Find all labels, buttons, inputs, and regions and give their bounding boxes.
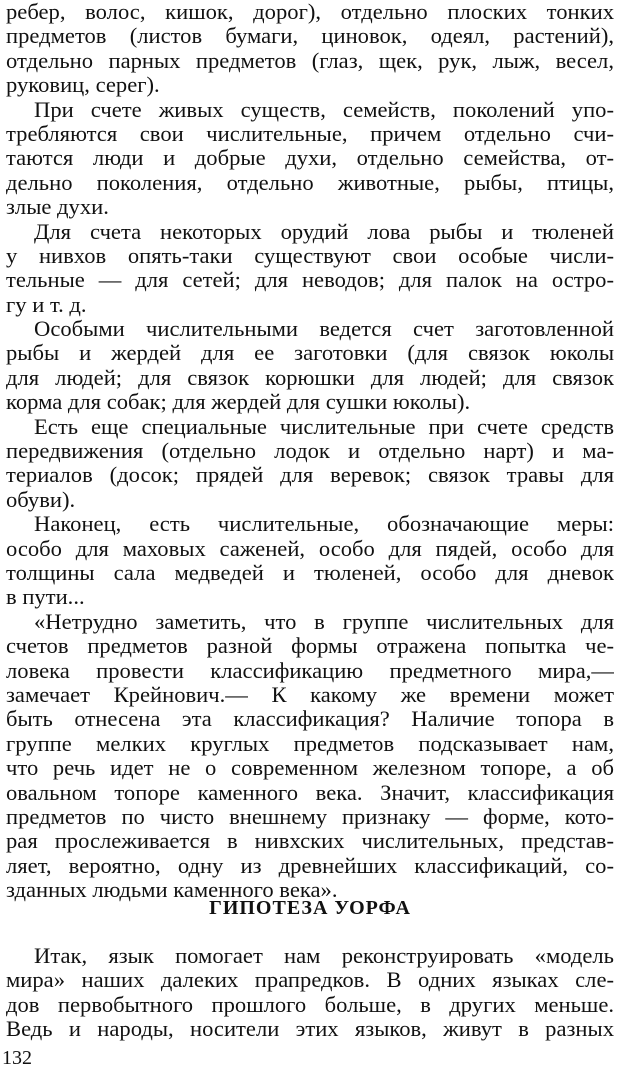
text-line: рыбы и жердей для ее заготовки (для связок юколы xyxy=(6,341,614,366)
text-line: Итак, язык помогает нам реконструировать «модель xyxy=(34,944,614,968)
page-number: 132 xyxy=(2,1047,32,1069)
body-text-continued xyxy=(6,944,614,1042)
body-text xyxy=(6,0,614,902)
text-line: предметов (листов бумаги, циновок, одеял, растений), xyxy=(6,24,614,49)
text-line: Для счета некоторых орудий лова рыбы и тюленей xyxy=(34,219,614,244)
text-line: мира» наших далеких прапредков. В одних языках сле- xyxy=(6,968,614,993)
text-line: корма для собак; для жердей для сушки юколы). xyxy=(6,390,471,415)
text-line: ловека провести классификацию предметного мира,— xyxy=(6,658,614,683)
text-line: быть отнесена эта классификация? Наличие топора в xyxy=(6,707,614,732)
text-line: особо для маховых саженей, особо для пядей, особо для xyxy=(6,536,614,561)
text-line: дов первобытного прошлого больше, в других меньше. xyxy=(6,992,614,1017)
text-line: тельные — для сетей; для неводов; для палок на остро- xyxy=(6,268,614,293)
text-line: рая прослеживается в нивхских числительных, представ- xyxy=(6,829,614,854)
text-line: предметов по чисто внешнему признаку — форме, кото- xyxy=(6,804,614,829)
text-line: Есть еще специальные числительные при счете средств xyxy=(34,414,614,439)
text-line: «Нетрудно заметить, что в группе числительных для xyxy=(34,609,614,634)
text-line: териалов (досок; прядей для веревок; связок травы для xyxy=(6,463,614,488)
text-line: ребер, волос, кишок, дорог), отдельно плоских тонких xyxy=(6,0,614,24)
text-line: ляет, вероятно, одну из древнейших классификаций, со- xyxy=(6,853,614,878)
text-line: Особыми числительными ведется счет заготовленной xyxy=(34,317,614,342)
text-line: овальном топоре каменного века. Значит, классификация xyxy=(6,780,614,805)
text-line: группе мелких круглых предметов подсказывает нам, xyxy=(6,731,614,756)
text-line: что речь идет не о современном железном топоре, а об xyxy=(6,756,614,781)
text-line: у нивхов опять-таки существуют свои особые числи- xyxy=(6,243,614,268)
text-line: руковиц, серег). xyxy=(6,73,160,98)
section-heading: ГИПОТЕЗА УОРФА xyxy=(209,897,411,919)
text-line: При счете живых существ, семейств, поколений упо- xyxy=(34,97,614,122)
text-line: зданных людьми каменного века». xyxy=(6,878,338,903)
text-line: отдельно парных предметов (глаз, щек, рук, лыж, весел, xyxy=(6,48,614,73)
text-line: гу и т. д. xyxy=(6,292,87,317)
text-line: замечает Крейнович.— К какому же времени может xyxy=(6,682,614,707)
text-line: Ведь и народы, носители этих языков, живут в разных xyxy=(6,1017,614,1042)
text-line: требляются свои числительные, причем отдельно счи- xyxy=(6,121,614,146)
text-line: толщины сала медведей и тюленей, особо для дневок xyxy=(6,560,614,585)
text-line: передвижения (отдельно лодок и отдельно нарт) и ма- xyxy=(6,439,614,464)
text-line: таются люди и добрые духи, отдельно семейства, от- xyxy=(6,146,614,171)
text-line: злые духи. xyxy=(6,195,109,220)
text-line: обуви). xyxy=(6,487,76,512)
text-line: Наконец, есть числительные, обозначающие меры: xyxy=(34,512,614,537)
text-line: дельно поколения, отдельно животные, рыбы, птицы, xyxy=(6,170,614,195)
text-line: счетов предметов разной формы отражена попытка че- xyxy=(6,634,614,659)
text-line: в пути... xyxy=(6,585,85,610)
text-line: для людей; для связок корюшки для людей; для связок xyxy=(6,365,614,390)
